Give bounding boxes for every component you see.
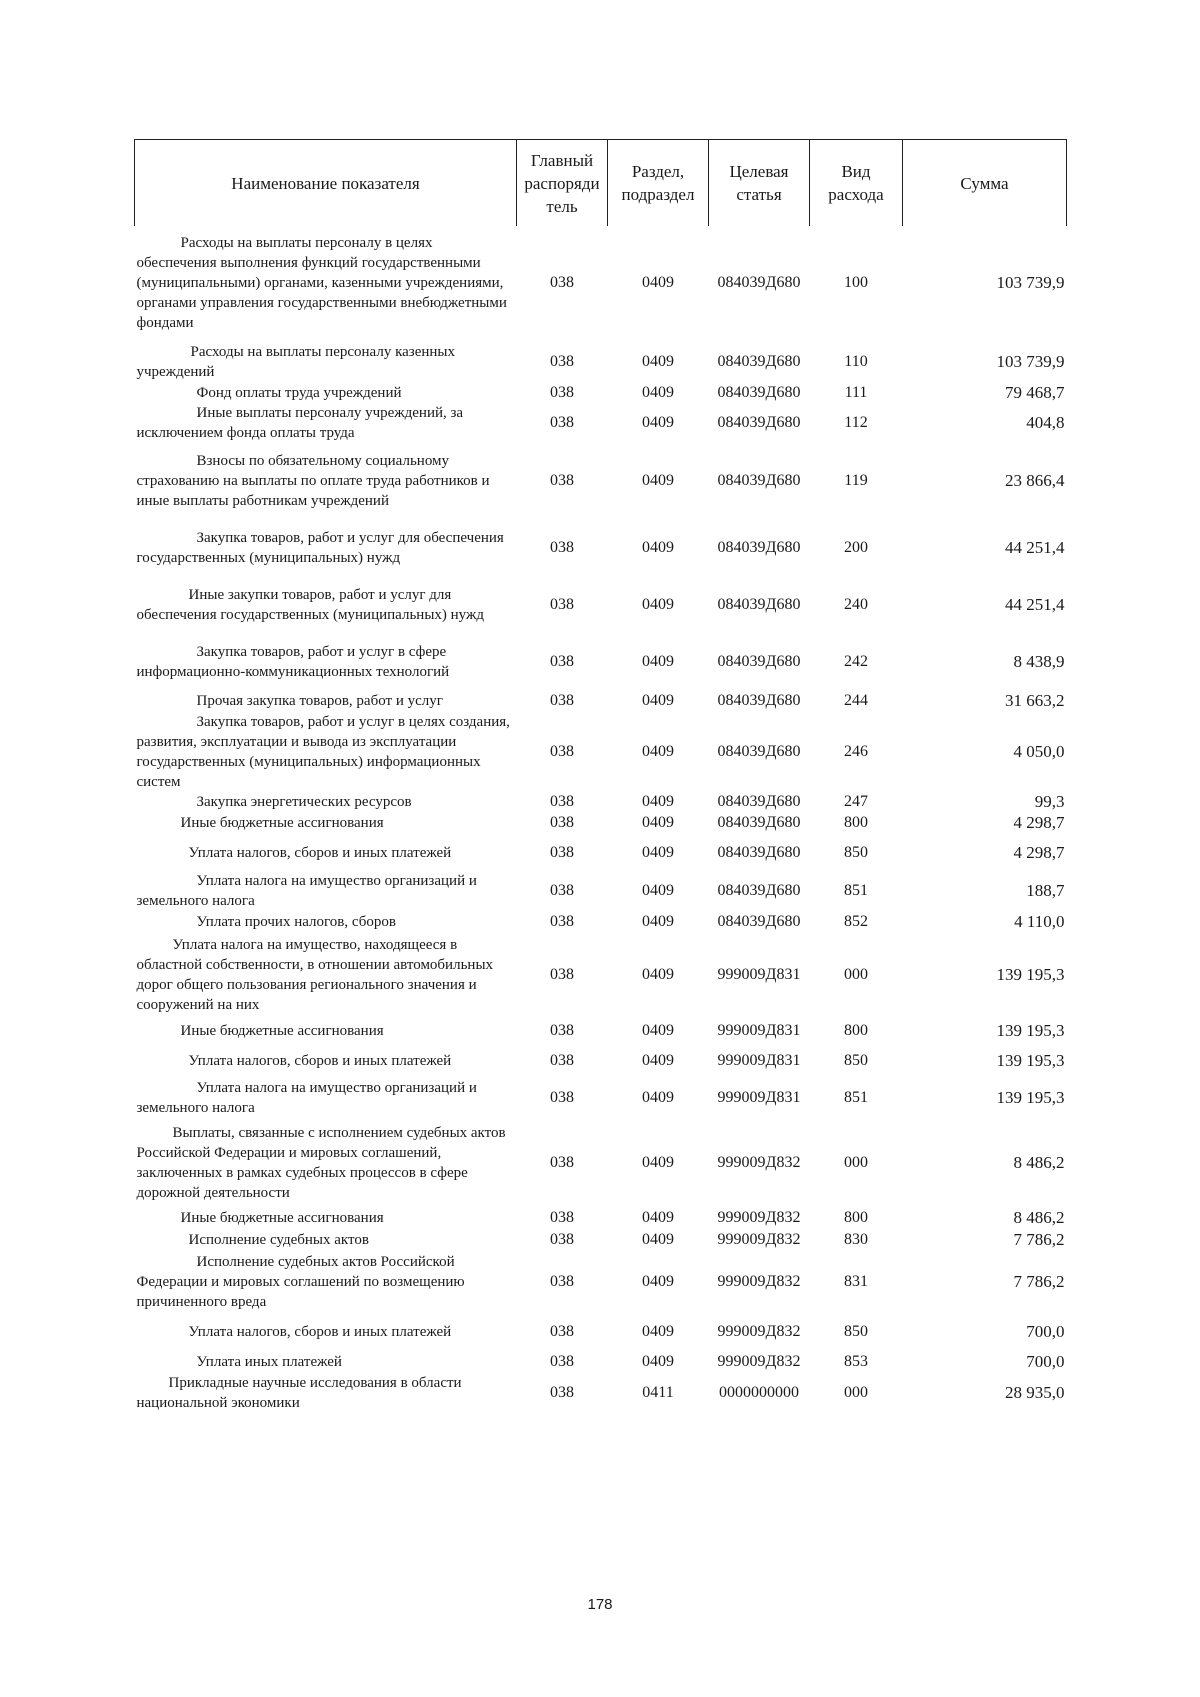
table-row — [135, 576, 1067, 633]
row-grbs: 038 — [550, 472, 574, 489]
row-section: 0409 — [642, 965, 674, 983]
row-grbs: 038 — [550, 1022, 574, 1039]
table-row — [135, 812, 1067, 834]
row-article: 084039Д680 — [717, 538, 801, 556]
row-section: 0409 — [642, 743, 674, 760]
row-expense-type: 850 — [844, 1052, 868, 1069]
table-row — [135, 340, 1067, 383]
row-article: 084039Д680 — [717, 652, 801, 670]
table-row — [135, 911, 1067, 933]
row-grbs: 038 — [550, 1088, 574, 1106]
row-article: 084039Д680 — [717, 472, 801, 489]
row-section: 0409 — [642, 1088, 674, 1106]
row-name: Прочая закупка товаров, работ и услуг — [196, 693, 443, 709]
row-section: 0409 — [642, 352, 674, 370]
row-expense-type: 200 — [844, 538, 868, 556]
row-section: 0409 — [642, 1273, 674, 1290]
row-name: Уплата налога на имущество организаций и земельного налога — [136, 873, 477, 909]
row-grbs: 038 — [550, 882, 574, 899]
row-sum: 8 486,2 — [1013, 1208, 1065, 1227]
row-article: 084039Д680 — [717, 843, 801, 861]
row-name: Уплата налога на имущество организаций и земельного налога — [136, 1079, 477, 1116]
row-expense-type: 119 — [844, 472, 868, 489]
row-name: Иные бюджетные ассигнования — [180, 1023, 384, 1039]
row-sum: 700,0 — [1026, 1321, 1065, 1341]
row-article: 999009Д832 — [717, 1231, 801, 1248]
table-row — [135, 712, 1067, 792]
row-section: 0409 — [642, 913, 674, 930]
row-section: 0409 — [642, 692, 674, 709]
row-sum: 103 739,9 — [996, 351, 1065, 371]
row-grbs: 038 — [550, 743, 574, 760]
row-section: 0409 — [642, 793, 674, 810]
row-grbs: 038 — [550, 274, 574, 291]
row-grbs: 038 — [550, 1231, 574, 1248]
row-section: 0409 — [642, 472, 674, 489]
row-sum: 8 486,2 — [1013, 1153, 1065, 1172]
row-name: Закупка товаров, работ и услуг для обеспечения государственных (муниципальных) нужд — [136, 529, 504, 566]
row-expense-type: 851 — [844, 882, 868, 899]
header-grbs: Главный распоряди тель — [517, 140, 608, 227]
table-body — [135, 226, 1067, 1413]
row-name: Уплата прочих налогов, сборов — [196, 914, 396, 930]
row-grbs: 038 — [550, 1154, 574, 1171]
row-name: Закупка товаров, работ и услуг в целях создания, развития, эксплуатации и вывода из эксплуатации государственных (муниципальных) информационных систем — [136, 714, 510, 790]
row-name: Выплаты, связанные с исполнением судебных актов Российской Федерации и мировых соглашений, заключенных в рамках судебных процессов в сфере дорожной деятельности — [136, 1125, 506, 1201]
row-section: 0409 — [642, 814, 674, 831]
row-sum: 7 786,2 — [1013, 1272, 1065, 1291]
row-grbs: 038 — [550, 1384, 574, 1401]
row-article: 084039Д680 — [717, 743, 801, 760]
row-grbs: 038 — [550, 913, 574, 930]
row-grbs: 038 — [550, 414, 574, 431]
row-sum: 404,8 — [1026, 413, 1065, 432]
row-section: 0409 — [642, 882, 674, 899]
table-row — [135, 443, 1067, 519]
row-article: 999009Д832 — [717, 1352, 801, 1370]
row-expense-type: 853 — [844, 1352, 868, 1370]
row-expense-type: 850 — [844, 843, 868, 861]
row-section: 0409 — [642, 538, 674, 556]
row-sum: 99,3 — [1034, 792, 1065, 811]
row-grbs: 038 — [550, 1322, 574, 1340]
table-row — [135, 1350, 1067, 1373]
row-sum: 28 935,0 — [1005, 1383, 1065, 1402]
row-expense-type: 000 — [844, 1154, 868, 1171]
row-grbs: 038 — [550, 1273, 574, 1290]
row-grbs: 038 — [550, 814, 574, 831]
row-sum: 44 251,4 — [1005, 594, 1065, 614]
row-name: Уплата иных платежей — [196, 1353, 342, 1370]
row-expense-type: 800 — [844, 1022, 868, 1039]
header-expense-type: Вид расхода — [810, 140, 903, 227]
row-sum: 23 866,4 — [1005, 471, 1065, 490]
row-article: 084039Д680 — [717, 692, 801, 709]
row-section: 0409 — [642, 1052, 674, 1069]
row-sum: 4 050,0 — [1013, 742, 1065, 761]
row-expense-type: 110 — [844, 352, 868, 370]
header-section: Раздел, подраздел — [608, 140, 709, 227]
row-section: 0409 — [642, 595, 674, 613]
row-section: 0409 — [642, 384, 674, 401]
row-sum: 139 195,3 — [996, 1021, 1065, 1040]
row-section: 0409 — [642, 274, 674, 291]
row-name: Прикладные научные исследования в области национальной экономики — [136, 1375, 462, 1411]
table-row — [135, 1229, 1067, 1251]
table-row — [135, 383, 1067, 403]
table-row — [135, 633, 1067, 690]
row-expense-type: 830 — [844, 1231, 868, 1248]
row-sum: 4 298,7 — [1013, 813, 1065, 832]
table-row — [135, 1076, 1067, 1119]
row-sum: 79 468,7 — [1005, 383, 1065, 402]
row-expense-type: 850 — [844, 1322, 868, 1340]
row-name: Расходы на выплаты персоналу казенных учреждений — [136, 343, 456, 380]
row-section: 0409 — [642, 1154, 674, 1171]
table-row — [135, 792, 1067, 812]
row-sum: 139 195,3 — [996, 1051, 1065, 1070]
table-row — [135, 1046, 1067, 1076]
row-name: Иные закупки товаров, работ и услуг для обеспечения государственных (муниципальных) нужд — [136, 586, 484, 623]
table-row — [135, 933, 1067, 1016]
row-section: 0409 — [642, 843, 674, 861]
page-number: 178 — [587, 1596, 613, 1613]
row-article: 999009Д832 — [717, 1273, 801, 1290]
row-article: 084039Д680 — [717, 913, 801, 930]
row-expense-type: 831 — [844, 1273, 868, 1290]
row-grbs: 038 — [550, 965, 574, 983]
row-sum: 8 438,9 — [1013, 651, 1065, 671]
row-expense-type: 000 — [844, 1384, 868, 1401]
row-sum: 139 195,3 — [996, 1087, 1065, 1107]
row-grbs: 038 — [550, 595, 574, 613]
row-grbs: 038 — [550, 352, 574, 370]
row-name: Иные бюджетные ассигнования — [180, 1210, 384, 1226]
row-article: 999009Д832 — [717, 1154, 801, 1171]
row-sum: 44 251,4 — [1005, 537, 1065, 557]
table-row — [135, 1016, 1067, 1046]
row-article: 999009Д832 — [717, 1209, 801, 1226]
row-section: 0409 — [642, 652, 674, 670]
row-section: 0409 — [642, 1352, 674, 1370]
row-name: Уплата налогов, сборов и иных платежей — [188, 1053, 452, 1069]
row-grbs: 038 — [550, 652, 574, 670]
row-grbs: 038 — [550, 843, 574, 861]
row-expense-type: 242 — [844, 652, 868, 670]
table-row — [135, 403, 1067, 443]
row-expense-type: 000 — [844, 965, 868, 983]
row-name: Уплата налогов, сборов и иных платежей — [188, 1323, 452, 1340]
row-expense-type: 852 — [844, 913, 868, 930]
row-name: Фонд оплаты труда учреждений — [196, 385, 402, 401]
row-grbs: 038 — [550, 1352, 574, 1370]
row-article: 084039Д680 — [717, 882, 801, 899]
row-section: 0409 — [642, 1022, 674, 1039]
table-row — [135, 1313, 1067, 1350]
row-section: 0411 — [642, 1384, 674, 1401]
row-name: Исполнение судебных актов Российской Федерации и мировых соглашений по возмещению причиненного вреда — [136, 1254, 465, 1310]
row-expense-type: 112 — [844, 414, 868, 431]
table-row — [135, 1207, 1067, 1229]
row-expense-type: 246 — [844, 743, 868, 760]
table-row — [135, 1251, 1067, 1313]
row-expense-type: 851 — [844, 1088, 868, 1106]
header-name: Наименование показателя — [135, 140, 517, 227]
row-article: 999009Д831 — [717, 1052, 801, 1069]
row-article: 084039Д680 — [717, 352, 801, 370]
table-row — [135, 690, 1067, 712]
row-section: 0409 — [642, 1231, 674, 1248]
budget-table — [134, 139, 1067, 1413]
row-article: 084039Д680 — [717, 414, 801, 431]
row-article: 0000000000 — [719, 1384, 799, 1401]
row-grbs: 038 — [550, 692, 574, 709]
table-row — [135, 1119, 1067, 1207]
row-name: Исполнение судебных актов — [188, 1232, 369, 1248]
row-grbs: 038 — [550, 1209, 574, 1226]
row-grbs: 038 — [550, 1052, 574, 1069]
table-row — [135, 871, 1067, 911]
row-section: 0409 — [642, 1322, 674, 1340]
row-article: 999009Д832 — [717, 1322, 801, 1340]
row-expense-type: 111 — [844, 384, 868, 401]
row-sum: 7 786,2 — [1013, 1230, 1065, 1249]
table-row — [135, 226, 1067, 340]
table-row — [135, 1373, 1067, 1413]
row-grbs: 038 — [550, 538, 574, 556]
row-expense-type: 800 — [844, 1209, 868, 1226]
row-sum: 188,7 — [1026, 881, 1065, 900]
table-row — [135, 519, 1067, 576]
row-name: Иные выплаты персоналу учреждений, за исключением фонда оплаты труда — [136, 405, 464, 441]
table-header — [135, 140, 1067, 227]
row-section: 0409 — [642, 1209, 674, 1226]
row-sum: 4 298,7 — [1013, 842, 1065, 862]
row-name: Уплата налога на имущество, находящееся в областной собственности, в отношении автомобильных дорог общего пользования регионального значения и сооружений на них — [136, 936, 494, 1013]
row-section: 0409 — [642, 414, 674, 431]
row-name: Уплата налогов, сборов и иных платежей — [188, 844, 452, 861]
row-article: 084039Д680 — [717, 595, 801, 613]
header-sum: Сумма — [903, 140, 1067, 227]
row-expense-type: 240 — [844, 595, 868, 613]
header-article: Целевая статья — [709, 140, 810, 227]
row-name: Расходы на выплаты персоналу в целях обеспечения выполнения функций государственными (муниципальными) органами, казенными учреждениями, органами управления государственными внебюджетными фондами — [136, 235, 507, 331]
row-name: Взносы по обязательному социальному страхованию на выплаты по оплате труда работников и иные выплаты работникам учреждений — [136, 453, 490, 509]
row-sum: 139 195,3 — [996, 964, 1065, 984]
row-article: 084039Д680 — [717, 793, 801, 810]
row-name: Иные бюджетные ассигнования — [180, 815, 384, 831]
row-expense-type: 100 — [844, 274, 868, 291]
row-sum: 103 739,9 — [996, 273, 1065, 292]
row-grbs: 038 — [550, 793, 574, 810]
row-sum: 31 663,2 — [1005, 691, 1065, 710]
row-sum: 700,0 — [1026, 1351, 1065, 1371]
row-expense-type: 244 — [844, 692, 868, 709]
row-grbs: 038 — [550, 384, 574, 401]
row-expense-type: 800 — [844, 814, 868, 831]
row-sum: 4 110,0 — [1014, 912, 1065, 931]
table-row — [135, 834, 1067, 871]
row-article: 084039Д680 — [717, 814, 801, 831]
row-expense-type: 247 — [844, 793, 868, 810]
row-name: Закупка энергетических ресурсов — [196, 794, 412, 810]
row-article: 999009Д831 — [717, 965, 801, 983]
row-article: 084039Д680 — [717, 384, 801, 401]
row-article: 999009Д831 — [717, 1022, 801, 1039]
row-article: 999009Д831 — [717, 1088, 801, 1106]
row-article: 084039Д680 — [717, 274, 801, 291]
row-name: Закупка товаров, работ и услуг в сфере информационно-коммуникационных технологий — [136, 643, 450, 680]
